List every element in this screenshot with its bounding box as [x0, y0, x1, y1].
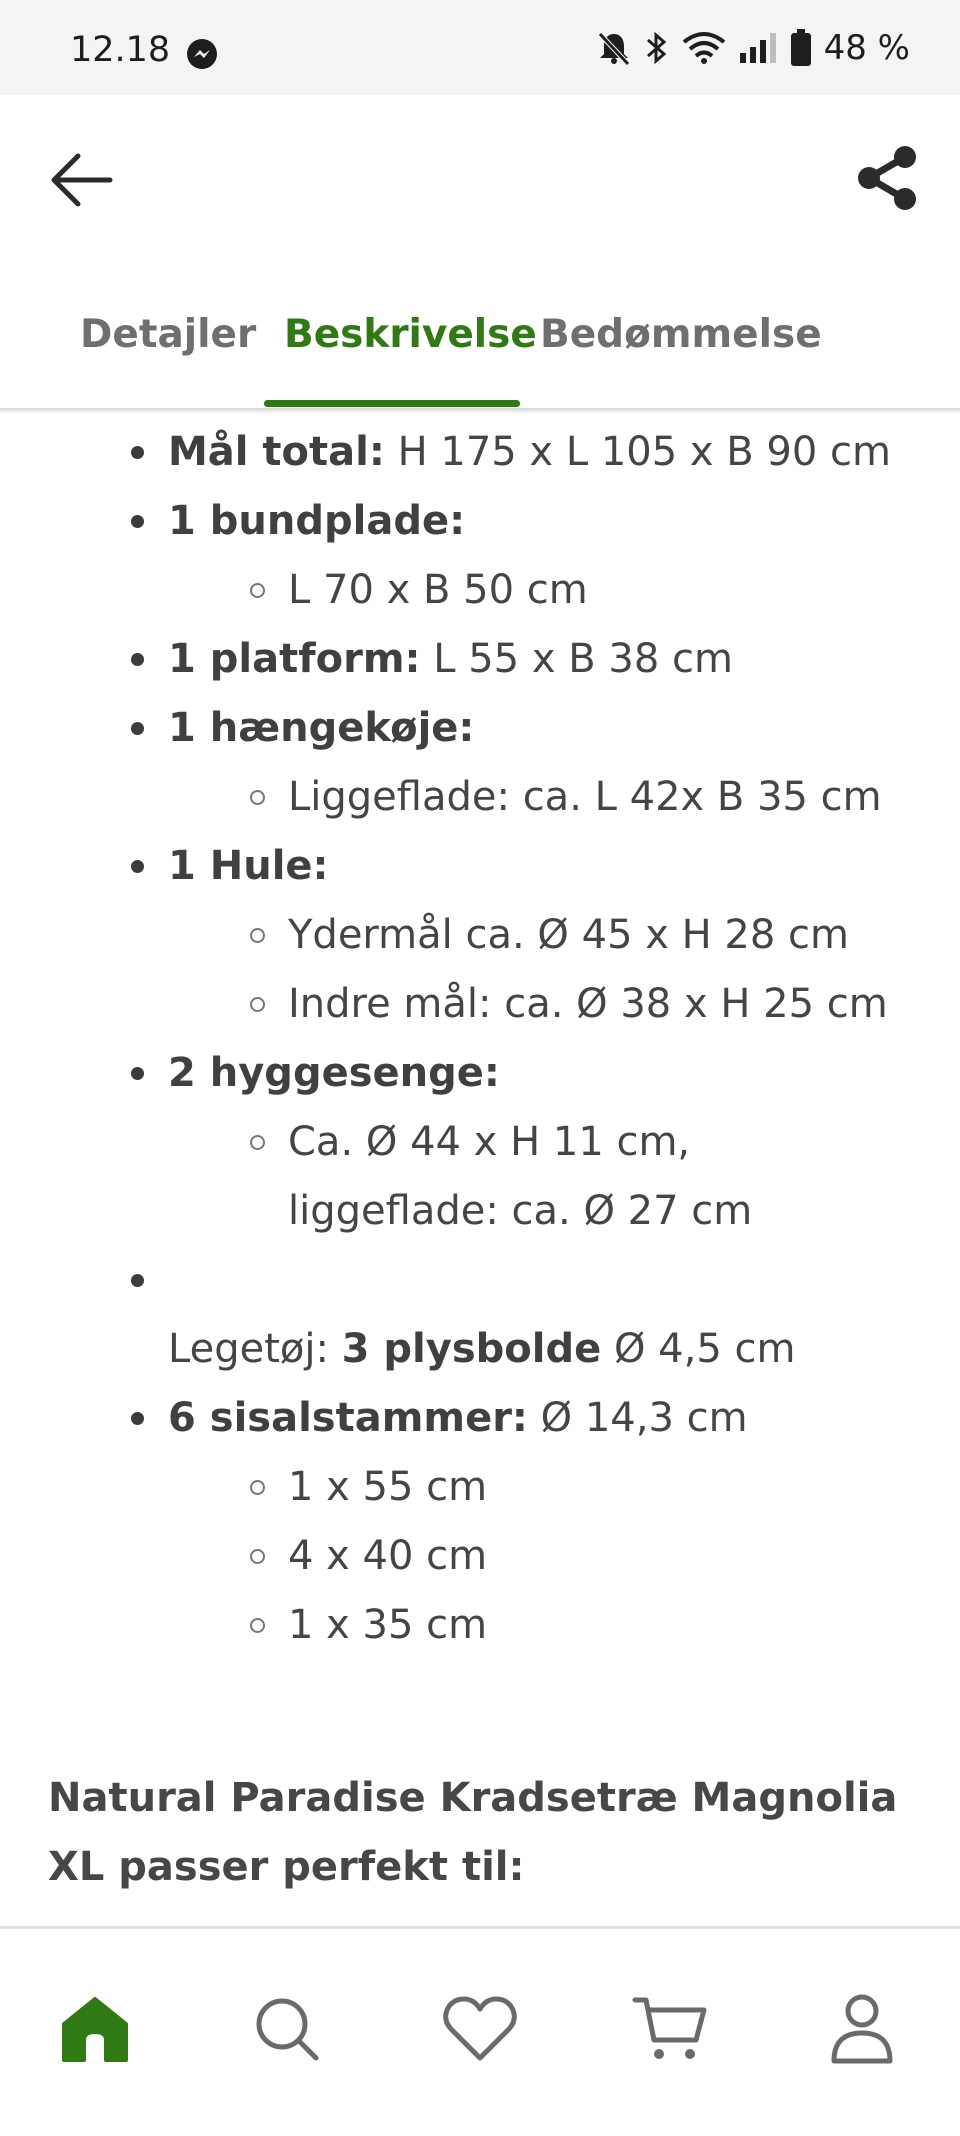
list-subitem: 1 x 35 cm [288, 1602, 488, 1648]
list-subitem: Indre mål: ca. Ø 38 x H 25 cm [288, 981, 888, 1027]
list-item: 1 platform: L 55 x B 38 cm [168, 636, 733, 682]
battery-icon [790, 29, 812, 67]
list-subitem-continued: liggeflade: ca. Ø 27 cm [288, 1188, 753, 1234]
list-item: 1 hængekøje: [168, 705, 475, 751]
sub-bullet [250, 790, 265, 805]
active-tab-indicator [264, 400, 520, 407]
list-subitem: Liggeflade: ca. L 42x B 35 cm [288, 774, 882, 820]
list-item: Legetøj: 3 plysbolde Ø 4,5 cm [168, 1326, 796, 1372]
mute-bell-icon [596, 30, 632, 66]
bullet [131, 446, 144, 459]
nav-search[interactable] [247, 1989, 327, 2069]
sub-bullet [250, 1618, 265, 1633]
signal-icon [738, 31, 778, 65]
bluetooth-icon [644, 30, 670, 66]
list-subitem: 4 x 40 cm [288, 1533, 488, 1579]
profile-icon [829, 1993, 895, 2065]
sub-bullet [250, 1549, 265, 1564]
share-icon [855, 145, 919, 211]
list-item: Mål total: H 175 x L 105 x B 90 cm [168, 429, 891, 475]
list-subitem: L 70 x B 50 cm [288, 567, 588, 613]
heart-icon [443, 1996, 517, 2062]
bullet [131, 653, 144, 666]
list-item: 1 bundplade: [168, 498, 466, 544]
bullet [131, 722, 144, 735]
sub-bullet [250, 1135, 265, 1150]
bullet [131, 860, 144, 873]
arrow-left-icon [50, 150, 116, 210]
list-item: 6 sisalstammer: Ø 14,3 cm [168, 1395, 748, 1441]
sub-bullet [250, 928, 265, 943]
list-subitem: Ydermål ca. Ø 45 x H 28 cm [288, 912, 849, 958]
wifi-icon [682, 31, 726, 65]
description-content [0, 414, 960, 1926]
bottom-navigation [0, 1926, 960, 2136]
home-icon [60, 1994, 130, 2064]
list-item: 1 Hule: [168, 843, 329, 889]
status-time: 12.18 [70, 30, 171, 70]
battery-percent: 48 % [823, 28, 910, 68]
cart-icon [632, 1994, 708, 2064]
bullet [131, 515, 144, 528]
sub-bullet [250, 1480, 265, 1495]
nav-profile[interactable] [822, 1989, 902, 2069]
bullet [131, 1067, 144, 1080]
status-bar [0, 0, 960, 95]
list-item: 2 hyggesenge: [168, 1050, 500, 1096]
sub-bullet [250, 997, 265, 1012]
nav-home[interactable] [55, 1989, 135, 2069]
tab-beskrivelse[interactable]: Beskrivelse [284, 312, 537, 357]
share-button[interactable] [855, 145, 919, 211]
search-icon [252, 1994, 322, 2064]
list-subitem: 1 x 55 cm [288, 1464, 488, 1510]
sub-bullet [250, 583, 265, 598]
bullet [131, 1274, 144, 1287]
nav-cart[interactable] [630, 1989, 710, 2069]
back-button[interactable] [50, 150, 116, 210]
tab-detajler[interactable]: Detajler [80, 312, 257, 357]
messenger-icon [186, 38, 218, 70]
nav-favorites[interactable] [440, 1989, 520, 2069]
tab-bar [0, 300, 960, 410]
list-subitem: Ca. Ø 44 x H 11 cm, [288, 1119, 691, 1165]
bullet [131, 1412, 144, 1425]
section-heading: Natural Paradise Kradsetræ Magnolia XL passer perfekt til: [48, 1775, 898, 1890]
tab-bedommelse[interactable]: Bedømmelse [540, 312, 822, 357]
